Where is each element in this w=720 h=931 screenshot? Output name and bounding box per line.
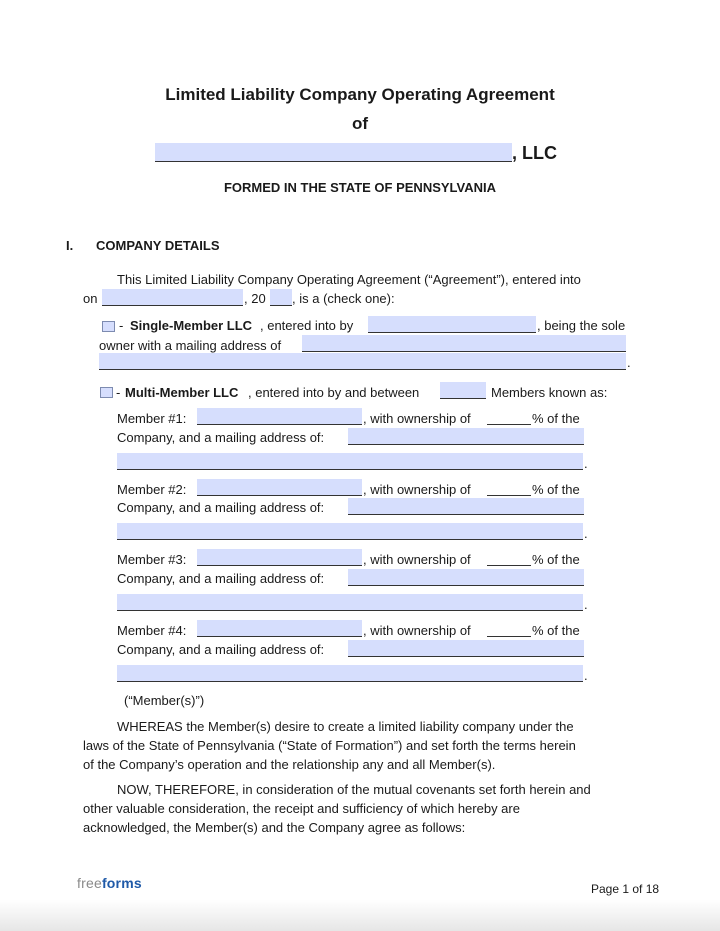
section-heading: COMPANY DETAILS xyxy=(96,238,220,253)
logo-forms-text: forms xyxy=(101,875,142,891)
intro-on: on xyxy=(83,291,98,306)
member-2-percent-field[interactable] xyxy=(487,479,531,496)
member-3-name-field[interactable] xyxy=(197,549,362,566)
title-of: of xyxy=(351,114,369,133)
member-4-percent-field[interactable] xyxy=(487,620,531,637)
whereas-line: WHEREAS the Member(s) desire to create a limited liability company under the xyxy=(117,719,574,734)
single-member-address-field-1[interactable] xyxy=(302,335,626,352)
multi-member-text2: Members known as: xyxy=(491,385,608,400)
intro-text: This Limited Liability Company Operating Agreement (“Agreement”), entered into xyxy=(117,272,581,287)
member-period: . xyxy=(584,668,588,683)
multi-member-dash: - xyxy=(116,385,121,400)
member-percent-text: % of the xyxy=(532,411,580,426)
member-period: . xyxy=(584,526,588,541)
member-4-address-field-1[interactable] xyxy=(348,640,584,657)
member-ownership-text: , with ownership of xyxy=(363,623,471,638)
single-member-label: Single-Member LLC xyxy=(130,318,253,333)
member-1-percent-field[interactable] xyxy=(487,408,531,425)
member-4-address-field-2[interactable] xyxy=(117,665,583,682)
member-1-address-field-1[interactable] xyxy=(348,428,584,445)
intro-check-one: , is a (check one): xyxy=(292,291,395,306)
member-address-label: Company, and a mailing address of: xyxy=(117,430,325,445)
member-label: Member #1: xyxy=(117,411,187,426)
member-3-address-field-1[interactable] xyxy=(348,569,584,586)
now-therefore-line: other valuable consideration, the receipt and sufficiency of which hereby are xyxy=(83,801,520,816)
member-label: Member #3: xyxy=(117,552,187,567)
single-member-checkbox[interactable] xyxy=(102,321,115,332)
member-ownership-text: , with ownership of xyxy=(363,482,471,497)
member-percent-text: % of the xyxy=(532,552,580,567)
members-defined: (“Member(s)”) xyxy=(124,693,205,708)
multi-member-text1: , entered into by and between xyxy=(248,385,420,400)
member-4-name-field[interactable] xyxy=(197,620,362,637)
intro-year-prefix: , 20 xyxy=(244,291,266,306)
company-name-field[interactable] xyxy=(155,143,512,162)
member-ownership-text: , with ownership of xyxy=(363,411,471,426)
document-title: Limited Liability Company Operating Agreement xyxy=(165,85,555,104)
member-2-address-field-1[interactable] xyxy=(348,498,584,515)
member-count-field[interactable] xyxy=(440,382,486,399)
member-ownership-text: , with ownership of xyxy=(363,552,471,567)
logo-free-text: free xyxy=(77,875,102,891)
single-member-period: . xyxy=(627,355,631,370)
member-percent-text: % of the xyxy=(532,482,580,497)
member-address-label: Company, and a mailing address of: xyxy=(117,642,325,657)
formed-in-state: FORMED IN THE STATE OF PENNSYLVANIA xyxy=(223,180,497,195)
multi-member-label: Multi-Member LLC xyxy=(125,385,239,400)
page-number: Page 1 of 18 xyxy=(591,882,660,896)
agreement-date-field[interactable] xyxy=(102,289,243,306)
whereas-line: of the Company’s operation and the relationship any and all Member(s). xyxy=(83,757,496,772)
page-bottom-shadow xyxy=(0,900,720,931)
single-member-text2: , being the sole xyxy=(537,318,626,333)
member-1-name-field[interactable] xyxy=(197,408,362,425)
member-3-address-field-2[interactable] xyxy=(117,594,583,611)
member-2-name-field[interactable] xyxy=(197,479,362,496)
member-3-percent-field[interactable] xyxy=(487,549,531,566)
now-therefore-line: NOW, THEREFORE, in consideration of the mutual covenants set forth herein and xyxy=(117,782,591,797)
member-label: Member #4: xyxy=(117,623,187,638)
single-member-name-field[interactable] xyxy=(368,316,536,333)
now-therefore-line: acknowledged, the Member(s) and the Company agree as follows: xyxy=(83,820,466,835)
member-2-address-field-2[interactable] xyxy=(117,523,583,540)
member-address-label: Company, and a mailing address of: xyxy=(117,500,325,515)
member-address-label: Company, and a mailing address of: xyxy=(117,571,325,586)
agreement-year-field[interactable] xyxy=(270,289,292,306)
freeforms-logo xyxy=(77,875,142,891)
llc-suffix: , LLC xyxy=(512,143,557,163)
member-period: . xyxy=(584,597,588,612)
single-member-text3: owner with a mailing address of xyxy=(99,338,282,353)
single-member-address-field-2[interactable] xyxy=(99,353,626,370)
member-1-address-field-2[interactable] xyxy=(117,453,583,470)
member-percent-text: % of the xyxy=(532,623,580,638)
member-period: . xyxy=(584,456,588,471)
whereas-line: laws of the State of Pennsylvania (“State of Formation”) and set forth the terms herein xyxy=(83,738,576,753)
single-member-text1: , entered into by xyxy=(260,318,354,333)
member-label: Member #2: xyxy=(117,482,187,497)
multi-member-checkbox[interactable] xyxy=(100,387,113,398)
single-member-dash: - xyxy=(119,318,124,333)
section-number: I. xyxy=(66,238,74,253)
